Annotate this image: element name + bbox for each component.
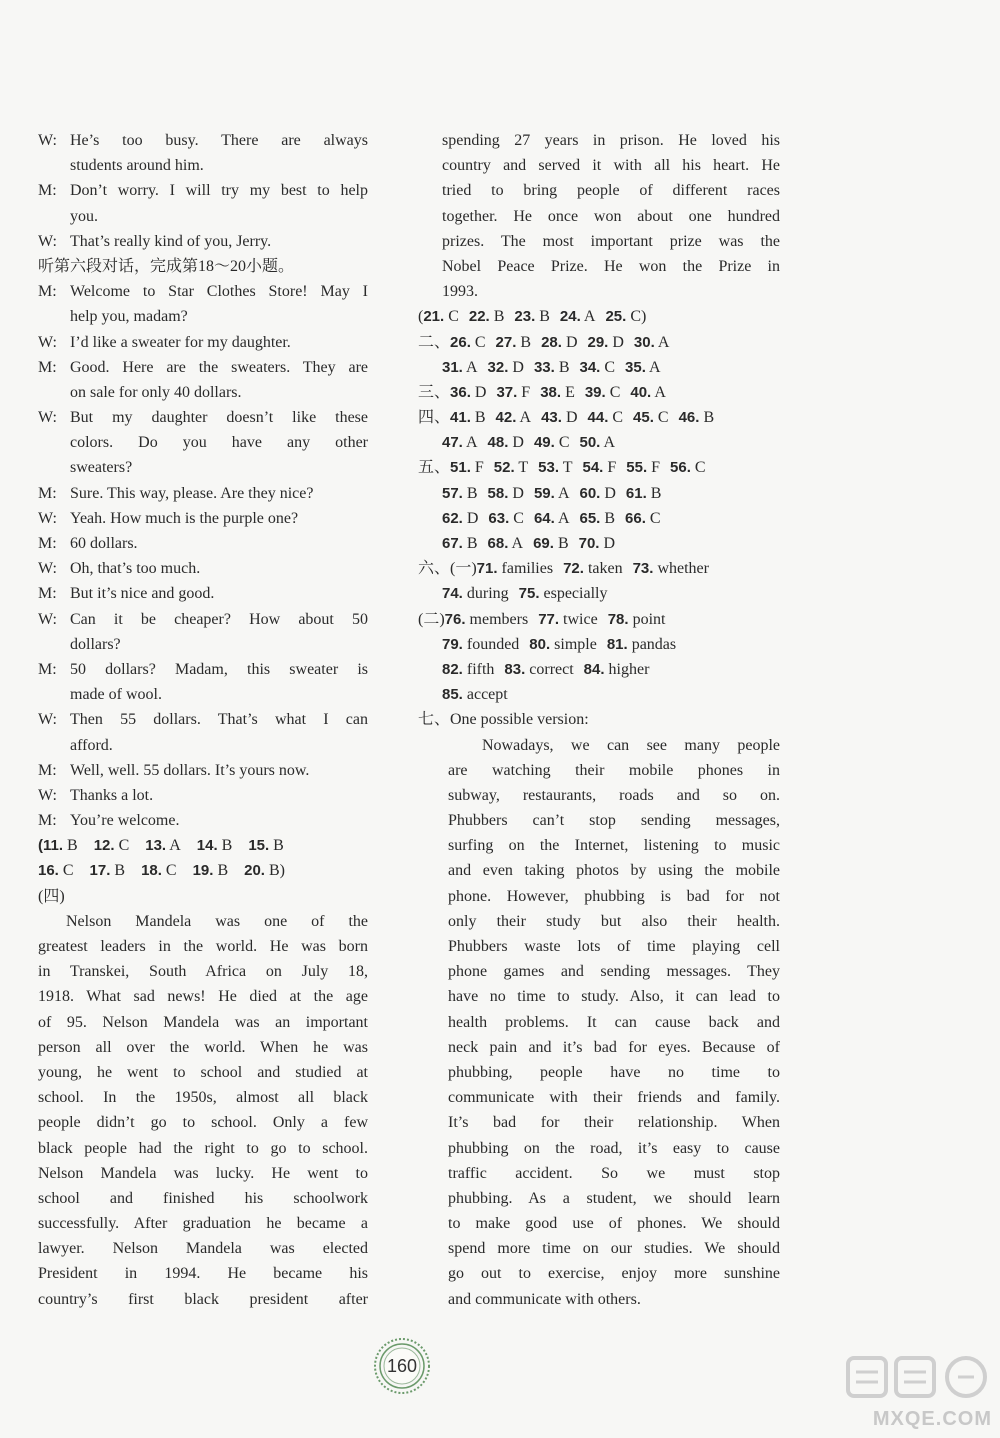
essay-line: neck pain and it’s bad for eyes. Because of [448, 1038, 780, 1056]
answer-value: D [512, 434, 524, 452]
answer-value: D [512, 484, 524, 502]
answer-number: 40. [630, 383, 652, 401]
answer-row [418, 581, 780, 606]
answer-row [418, 607, 780, 632]
dialog-text: Good. Here are the sweaters. They are [70, 358, 368, 376]
essay-line: go out to exercise, enjoy more sunshine [448, 1265, 780, 1283]
essay-line: phone. However, phubbing is bad for not [448, 887, 780, 905]
answer-section-label: 六、(一) [418, 560, 477, 578]
answer-number: 15. [248, 837, 270, 855]
passage-line: of 95. Nelson Mandela was an important [38, 1013, 368, 1031]
answer-number: 37. [496, 383, 518, 401]
answer-value: C [448, 308, 459, 326]
dialog-text: Thanks a lot. [70, 786, 154, 804]
passage-line: spending 27 years in prison. He loved his [442, 132, 780, 149]
answer-section-label: ( [418, 308, 424, 326]
answer-section-label: 二、 [418, 333, 451, 351]
answer-value: A [603, 434, 616, 452]
answer-number: 71. [476, 560, 498, 578]
essay-line: It’s bad for their relationship. When [448, 1114, 780, 1132]
answer-number: 62. [442, 509, 463, 527]
answer-value: D [565, 333, 578, 351]
answer-number: 70. [578, 535, 600, 552]
passage-line: Nelson Mandela was one of the [66, 912, 368, 930]
dialog-continuation: dollars? [70, 635, 121, 653]
answer-number: 51. [450, 459, 471, 477]
answer-number: 54. [582, 459, 604, 477]
dialog-line [38, 657, 368, 682]
answer-number: 75. [518, 585, 540, 603]
answer-row [418, 455, 780, 480]
dialog-continuation: afford. [70, 736, 113, 754]
passage-line: together. He once won about one hundred [442, 207, 780, 225]
answer-value: fifth [466, 660, 495, 678]
section-heading: 听第六段对话，完成第18～20小题。 [38, 257, 295, 275]
answer-number: 33. [533, 358, 555, 376]
dialog-text: Oh, that’s too much. [70, 560, 201, 578]
answer-number: 66. [625, 509, 646, 527]
answer-number: 49. [533, 434, 555, 452]
answer-value: C [657, 409, 669, 427]
answer-number: 12. [93, 837, 115, 855]
dialog-text: Don’t worry. I will try my best to help [70, 182, 368, 200]
speaker-label: W: [38, 560, 57, 578]
dialog-text: But my daughter doesn’t like these [70, 409, 368, 427]
dialog-line [38, 506, 368, 531]
speaker-label: M: [38, 585, 57, 603]
answer-value: D [603, 535, 616, 552]
dialog-text: Sure. This way, please. Are they nice? [70, 484, 314, 502]
answer-value: C [612, 409, 624, 427]
speaker-label: M: [38, 660, 57, 678]
answer-number: 64. [533, 509, 555, 527]
answer-number: 29. [587, 333, 609, 351]
passage-line: people didn’t go to school. Only a few [38, 1114, 368, 1132]
answer-value: A [519, 409, 532, 427]
answer-value: C) [630, 308, 647, 326]
answer-value: T [518, 459, 529, 477]
dialog-line [38, 355, 368, 380]
answer-number: 73. [632, 560, 654, 578]
essay-line: surfing on the Internet, listening to music [448, 837, 780, 855]
speaker-label: W: [38, 232, 57, 250]
answer-value: members [469, 610, 529, 628]
answer-value: C [604, 358, 616, 376]
answer-section-label: 三、 [418, 383, 451, 401]
answer-value: F [474, 459, 484, 477]
answer-value: F [607, 459, 617, 477]
answer-value: C [62, 862, 74, 880]
dialog-line [38, 531, 368, 556]
dialog-continuation: sweaters? [70, 459, 133, 477]
dialog-text: I’d like a sweater for my daughter. [70, 333, 291, 351]
essay-line: traffic accident. So we must stop [448, 1164, 780, 1182]
dialog-line [38, 178, 368, 203]
answer-number: (11. [38, 837, 64, 855]
passage-line: in Transkei, South Africa on July 18, [38, 963, 368, 981]
answer-value: point [632, 610, 666, 628]
dialog-line [38, 330, 368, 355]
essay-line: Phubbers waste lots of time playing cell [448, 938, 780, 955]
answer-number: 69. [533, 535, 554, 552]
dialog-text: But it’s nice and good. [70, 585, 215, 603]
answer-value: A [557, 484, 570, 502]
answer-number: 19. [192, 862, 214, 880]
essay-line: and even taking photos by using the mobile [448, 862, 780, 880]
answer-number: 47. [442, 434, 463, 452]
answer-value: accept [466, 686, 508, 704]
answer-value: C [474, 333, 486, 351]
dialog-continuation: help you, madam? [70, 308, 188, 326]
passage-line: black people had the right to go to school. [38, 1139, 368, 1157]
dialog-text: Welcome to Star Clothes Store! May I [70, 283, 368, 301]
answer-value: C [609, 383, 621, 401]
answer-section-label: 五、 [418, 459, 451, 477]
essay-line: phubbing. As a student, we should learn [448, 1189, 780, 1207]
answer-number: 56. [670, 459, 691, 477]
dialog-continuation: on sale for only 40 dollars. [70, 383, 242, 401]
answer-value: twice [563, 610, 598, 628]
answer-value: D [604, 484, 616, 502]
dialog-text: Yeah. How much is the purple one? [70, 509, 299, 527]
answer-number: 65. [579, 509, 601, 527]
answer-number: 46. [678, 409, 700, 427]
answer-value: T [562, 459, 573, 477]
answer-number: 22. [468, 308, 490, 326]
dialog-text: Then 55 dollars. That’s what I can [70, 711, 368, 729]
answer-value: C [118, 837, 130, 855]
answer-number: 48. [487, 434, 509, 452]
essay-line: and communicate with others. [448, 1290, 641, 1308]
answer-number: 59. [533, 484, 555, 502]
answer-row [418, 657, 780, 682]
answer-value: taken [587, 560, 623, 578]
essay-line: communicate with their friends and family. [448, 1089, 780, 1107]
dialog-line [38, 758, 368, 783]
dialog-line [38, 707, 368, 732]
essay-line: subway, restaurants, roads and so on. [448, 786, 780, 804]
passage-line: Nelson Mandela was lucky. He went to [38, 1164, 368, 1182]
answer-row [418, 556, 780, 581]
answer-number: 57. [442, 484, 463, 502]
answer-row [38, 833, 368, 858]
answer-row [418, 531, 780, 556]
answer-number: 58. [487, 484, 509, 502]
answer-value: B [703, 409, 715, 427]
answer-row [418, 355, 780, 380]
answer-number: 83. [504, 660, 526, 678]
answer-number: 68. [487, 535, 509, 552]
answer-number: 74. [442, 585, 463, 603]
answer-number: 52. [493, 459, 515, 477]
answer-number: 23. [514, 308, 536, 326]
dialog-text: He’s too busy. There are always [70, 132, 368, 149]
answer-number: 26. [450, 333, 471, 351]
passage-line: greatest leaders in the world. He was born [38, 938, 368, 955]
answer-number: 76. [444, 610, 466, 628]
answer-number: 61. [625, 484, 647, 502]
answer-row [418, 380, 780, 405]
essay-line: Phubbers can’t stop sending messages, [448, 812, 780, 830]
answer-value: D [565, 409, 578, 427]
answer-number: 27. [495, 333, 517, 351]
dialog-line [38, 556, 368, 581]
answer-number: 84. [583, 660, 605, 678]
dialog-continuation: made of wool. [70, 686, 162, 704]
speaker-label: M: [38, 283, 57, 301]
passage-line: person all over the world. When he was [38, 1038, 368, 1056]
answer-value: whether [657, 560, 709, 578]
passage-line: 1993. [442, 283, 478, 301]
speaker-label: W: [38, 333, 57, 351]
answer-row [418, 304, 780, 329]
answer-row [418, 481, 780, 506]
essay-line: Nowadays, we can see many people [482, 736, 780, 754]
answer-number: 43. [541, 409, 562, 427]
speaker-label: M: [38, 812, 57, 830]
essay-line: phubbing, people have no time to [448, 1063, 780, 1081]
answer-number: 13. [145, 837, 167, 855]
answer-number: 17. [89, 862, 111, 880]
answer-number: 21. [423, 308, 445, 326]
answer-number: 39. [584, 383, 606, 401]
dialog-line [38, 279, 368, 304]
passage-line: country’s first black president after [38, 1290, 368, 1308]
passage-line: President in 1994. He became his [38, 1265, 368, 1283]
answer-value: families [501, 560, 554, 578]
answer-number: 42. [495, 409, 517, 427]
answer-number: 16. [38, 862, 59, 880]
answer-number: 53. [538, 459, 559, 477]
answer-value: C [558, 434, 570, 452]
answer-value: B [466, 484, 478, 502]
speaker-label: W: [38, 610, 57, 628]
answer-number: 63. [488, 509, 510, 527]
essay-line: to make good use of phones. We should [448, 1215, 780, 1233]
answer-row [418, 506, 780, 531]
essay-line: have no time to study. Also, it can lead to [448, 988, 780, 1006]
answer-value: B [221, 837, 233, 855]
answer-number: 41. [450, 409, 471, 427]
speaker-label: W: [38, 132, 57, 149]
answer-value: F [651, 459, 661, 477]
answer-value: higher [608, 660, 650, 678]
answer-number: 81. [606, 635, 628, 653]
answer-value: D [474, 383, 487, 401]
answer-value: F [521, 383, 531, 401]
answer-value: B [114, 862, 126, 880]
dialog-text: 50 dollars? Madam, this sweater is [70, 660, 368, 678]
answer-value: D [612, 333, 624, 351]
answer-number: 44. [587, 409, 609, 427]
answer-value: A [654, 383, 666, 401]
passage-line: successfully. After graduation he became a [38, 1215, 368, 1233]
answer-row [418, 430, 780, 455]
right-column [418, 128, 780, 1312]
answer-number: 24. [559, 308, 581, 326]
answer-value: A [657, 333, 670, 351]
essay-line: only their study but also their health. [448, 912, 780, 930]
answer-number: 30. [633, 333, 655, 351]
answer-row [418, 682, 780, 707]
dialog-text: You’re welcome. [70, 812, 180, 830]
dialog-line [38, 808, 368, 833]
answer-row [418, 405, 780, 430]
answer-number: 80. [529, 635, 551, 653]
answer-number: 85. [442, 686, 463, 704]
answer-number: 18. [141, 862, 162, 880]
dialog-line [38, 128, 368, 153]
answer-number: 36. [450, 383, 471, 401]
answer-value: A [465, 434, 478, 452]
watermark-text: MXQE.COM [872, 1408, 992, 1430]
answer-value: during [466, 585, 509, 603]
page-number-badge [370, 1334, 434, 1398]
answer-number: 31. [442, 358, 463, 376]
answer-number: 67. [442, 535, 463, 552]
dialog-text: Can it be cheaper? How about 50 [70, 610, 368, 628]
answer-value: B [558, 358, 570, 376]
passage-line: school and finished his schoolwork [38, 1189, 368, 1207]
passage-line: tried to bring people of different races [442, 182, 780, 200]
answer-row [38, 858, 368, 883]
answer-value: A [583, 308, 596, 326]
answer-value: B [67, 837, 78, 855]
essay-line: health problems. It can cause back and [448, 1013, 780, 1031]
answer-number: 35. [625, 358, 646, 376]
answer-value: A [649, 358, 661, 376]
answer-value: A [169, 837, 181, 855]
answer-number: 50. [579, 434, 601, 452]
speaker-label: M: [38, 535, 57, 552]
passage-line: prizes. The most important prize was the [442, 232, 780, 250]
left-column [38, 128, 368, 1312]
answer-number: 45. [633, 409, 654, 427]
essay-line: phone games and sending messages. They [448, 963, 780, 981]
essay-heading: 七、One possible version: [418, 711, 589, 729]
answer-value: founded [466, 635, 520, 653]
dialog-continuation: colors. Do you have any other [70, 434, 368, 452]
essay-line: phubbing on the road, it’s easy to cause [448, 1139, 780, 1157]
answer-value: A [557, 509, 570, 527]
answer-row [418, 632, 780, 657]
answer-value: B [217, 862, 229, 880]
answer-number: 82. [442, 660, 463, 678]
answer-number: 20. [244, 862, 265, 880]
answer-row [418, 330, 780, 355]
dialog-continuation: students around him. [70, 157, 204, 175]
passage-line: school. In the 1950s, almost all black [38, 1089, 368, 1107]
answer-value: simple [554, 635, 597, 653]
speaker-label: W: [38, 509, 57, 527]
answer-value: D [466, 509, 479, 527]
dialog-text: Well, well. 55 dollars. It’s yours now. [70, 761, 310, 779]
answer-value: B [604, 509, 616, 527]
answer-number: 25. [605, 308, 627, 326]
answer-value: B) [268, 862, 285, 880]
dialog-line [38, 405, 368, 430]
answer-value: C [165, 862, 177, 880]
essay-line: spend more time on our studies. We should [448, 1240, 780, 1258]
answer-number: 77. [538, 610, 560, 628]
part-label: (四) [38, 887, 65, 905]
dialog-text: That’s really kind of you, Jerry. [70, 232, 272, 250]
answer-number: 78. [607, 610, 629, 628]
answer-value: C [649, 509, 661, 527]
answer-value: C [513, 509, 524, 527]
answer-value: B [650, 484, 662, 502]
answer-value: B [557, 535, 569, 552]
dialog-line [38, 607, 368, 632]
answer-number: 28. [541, 333, 562, 351]
answer-value: B [493, 308, 505, 326]
passage-line: Nobel Peace Prize. He won the Prize in [442, 257, 780, 275]
answer-value: A [511, 535, 524, 552]
speaker-label: W: [38, 409, 57, 427]
essay-line: are watching their mobile phones in [448, 761, 780, 779]
answer-number: 38. [540, 383, 562, 401]
dialog-line [38, 581, 368, 606]
answer-number: 79. [442, 635, 463, 653]
passage-line: young, he went to school and studied at [38, 1063, 368, 1081]
answer-value: correct [529, 660, 574, 678]
speaker-label: M: [38, 358, 57, 376]
answer-number: 32. [487, 358, 509, 376]
passage-line: 1918. What sad news! He died at the age [38, 988, 368, 1006]
passage-line: country and served it with all his heart. He [442, 157, 780, 175]
speaker-label: M: [38, 761, 57, 779]
speaker-label: W: [38, 711, 57, 729]
dialog-line [38, 229, 368, 254]
answer-value: especially [543, 585, 608, 603]
page-number: 160 [386, 1355, 418, 1376]
essay-body [418, 733, 780, 1312]
answer-section-label: 四、 [418, 409, 451, 427]
answer-number: 60. [579, 484, 601, 502]
answer-value: B [539, 308, 550, 326]
answer-value: B [474, 409, 486, 427]
dialog-line [38, 481, 368, 506]
answer-value: C [694, 459, 706, 477]
answer-number: 34. [579, 358, 601, 376]
answer-value: B [520, 333, 532, 351]
answer-number: 55. [626, 459, 648, 477]
answer-value: A [465, 358, 478, 376]
dialog-text: 60 dollars. [70, 535, 138, 552]
speaker-label: W: [38, 786, 57, 804]
dialog-line [38, 783, 368, 808]
answer-value: B [273, 837, 284, 855]
speaker-label: M: [38, 182, 57, 200]
dialog-continuation: you. [70, 207, 98, 225]
answer-number: 14. [196, 837, 218, 855]
answer-number: 72. [563, 560, 584, 578]
passage-line: lawyer. Nelson Mandela was elected [38, 1240, 368, 1258]
answer-value: pandas [631, 635, 677, 653]
answer-value: D [512, 358, 524, 376]
answer-value: E [565, 383, 575, 401]
answer-section-label: (二) [418, 610, 445, 628]
answer-value: B [466, 535, 478, 552]
speaker-label: M: [38, 484, 57, 502]
